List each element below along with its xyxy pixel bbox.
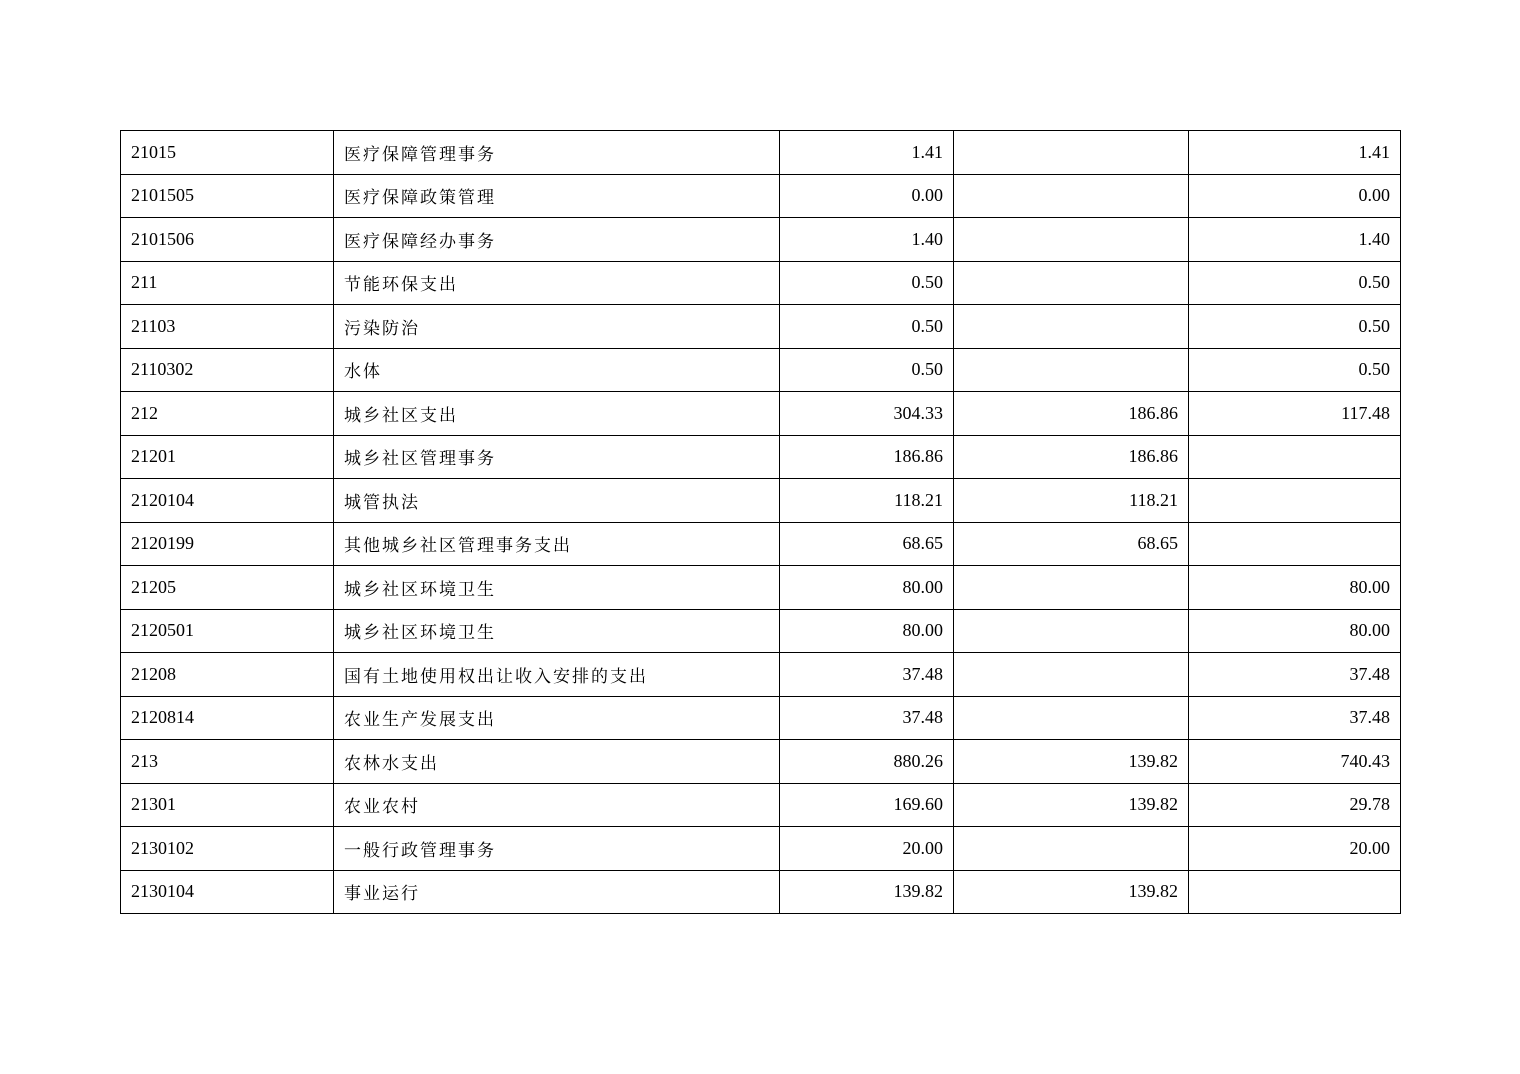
basic-expenditure-cell [954, 131, 1189, 175]
project-expenditure-cell: 117.48 [1189, 392, 1401, 436]
basic-expenditure-cell [954, 261, 1189, 305]
subject-code-cell: 21301 [121, 783, 334, 827]
table-body [121, 131, 1401, 914]
subject-code-cell: 213 [121, 740, 334, 784]
table-row [121, 566, 1401, 610]
table-row [121, 174, 1401, 218]
table-row [121, 783, 1401, 827]
total-amount-cell: 0.50 [780, 305, 954, 349]
project-expenditure-cell: 0.00 [1189, 174, 1401, 218]
subject-code-cell: 2110302 [121, 348, 334, 392]
table-row [121, 827, 1401, 871]
subject-name-cell: 城乡社区环境卫生 [334, 566, 780, 610]
subject-code-cell: 2130104 [121, 870, 334, 914]
project-expenditure-cell: 37.48 [1189, 653, 1401, 697]
project-expenditure-cell: 1.41 [1189, 131, 1401, 175]
subject-code-cell: 2101505 [121, 174, 334, 218]
basic-expenditure-cell [954, 174, 1189, 218]
project-expenditure-cell [1189, 435, 1401, 479]
basic-expenditure-cell [954, 348, 1189, 392]
subject-name-cell: 农业农村 [334, 783, 780, 827]
total-amount-cell: 1.40 [780, 218, 954, 262]
table-row [121, 261, 1401, 305]
project-expenditure-cell: 0.50 [1189, 261, 1401, 305]
total-amount-cell: 80.00 [780, 566, 954, 610]
table-row [121, 218, 1401, 262]
table-row [121, 479, 1401, 523]
basic-expenditure-cell [954, 566, 1189, 610]
basic-expenditure-cell [954, 653, 1189, 697]
subject-name-cell: 一般行政管理事务 [334, 827, 780, 871]
subject-code-cell: 2101506 [121, 218, 334, 262]
subject-code-cell: 21015 [121, 131, 334, 175]
total-amount-cell: 68.65 [780, 522, 954, 566]
basic-expenditure-cell [954, 696, 1189, 740]
subject-name-cell: 城乡社区支出 [334, 392, 780, 436]
subject-name-cell: 城乡社区管理事务 [334, 435, 780, 479]
basic-expenditure-cell [954, 218, 1189, 262]
total-amount-cell: 0.50 [780, 261, 954, 305]
table-row [121, 609, 1401, 653]
subject-code-cell: 2120814 [121, 696, 334, 740]
project-expenditure-cell [1189, 870, 1401, 914]
total-amount-cell: 0.00 [780, 174, 954, 218]
total-amount-cell: 304.33 [780, 392, 954, 436]
project-expenditure-cell: 29.78 [1189, 783, 1401, 827]
total-amount-cell: 1.41 [780, 131, 954, 175]
subject-code-cell: 2120501 [121, 609, 334, 653]
basic-expenditure-cell: 186.86 [954, 435, 1189, 479]
basic-expenditure-cell: 139.82 [954, 783, 1189, 827]
subject-name-cell: 医疗保障经办事务 [334, 218, 780, 262]
subject-code-cell: 21205 [121, 566, 334, 610]
project-expenditure-cell: 37.48 [1189, 696, 1401, 740]
total-amount-cell: 80.00 [780, 609, 954, 653]
subject-name-cell: 污染防治 [334, 305, 780, 349]
total-amount-cell: 880.26 [780, 740, 954, 784]
subject-code-cell: 21103 [121, 305, 334, 349]
subject-name-cell: 医疗保障政策管理 [334, 174, 780, 218]
subject-name-cell: 城管执法 [334, 479, 780, 523]
subject-name-cell: 农业生产发展支出 [334, 696, 780, 740]
project-expenditure-cell: 80.00 [1189, 566, 1401, 610]
total-amount-cell: 169.60 [780, 783, 954, 827]
table-row [121, 435, 1401, 479]
project-expenditure-cell: 740.43 [1189, 740, 1401, 784]
subject-code-cell: 21208 [121, 653, 334, 697]
basic-expenditure-cell: 68.65 [954, 522, 1189, 566]
subject-code-cell: 212 [121, 392, 334, 436]
total-amount-cell: 37.48 [780, 653, 954, 697]
total-amount-cell: 186.86 [780, 435, 954, 479]
subject-name-cell: 国有土地使用权出让收入安排的支出 [334, 653, 780, 697]
basic-expenditure-cell [954, 609, 1189, 653]
subject-name-cell: 其他城乡社区管理事务支出 [334, 522, 780, 566]
total-amount-cell: 0.50 [780, 348, 954, 392]
total-amount-cell: 20.00 [780, 827, 954, 871]
table-row [121, 653, 1401, 697]
project-expenditure-cell: 1.40 [1189, 218, 1401, 262]
table-row [121, 696, 1401, 740]
basic-expenditure-cell: 186.86 [954, 392, 1189, 436]
table-row [121, 870, 1401, 914]
project-expenditure-cell: 0.50 [1189, 348, 1401, 392]
table-row [121, 131, 1401, 175]
subject-name-cell: 医疗保障管理事务 [334, 131, 780, 175]
basic-expenditure-cell: 118.21 [954, 479, 1189, 523]
basic-expenditure-cell [954, 305, 1189, 349]
budget-expenditure-table [120, 130, 1401, 914]
table-row [121, 740, 1401, 784]
subject-code-cell: 21201 [121, 435, 334, 479]
total-amount-cell: 118.21 [780, 479, 954, 523]
project-expenditure-cell [1189, 522, 1401, 566]
subject-code-cell: 2120104 [121, 479, 334, 523]
basic-expenditure-cell: 139.82 [954, 870, 1189, 914]
total-amount-cell: 139.82 [780, 870, 954, 914]
project-expenditure-cell: 80.00 [1189, 609, 1401, 653]
project-expenditure-cell: 20.00 [1189, 827, 1401, 871]
subject-name-cell: 城乡社区环境卫生 [334, 609, 780, 653]
subject-name-cell: 水体 [334, 348, 780, 392]
table-row [121, 348, 1401, 392]
project-expenditure-cell [1189, 479, 1401, 523]
table-row [121, 522, 1401, 566]
subject-name-cell: 事业运行 [334, 870, 780, 914]
subject-code-cell: 211 [121, 261, 334, 305]
subject-code-cell: 2130102 [121, 827, 334, 871]
basic-expenditure-cell [954, 827, 1189, 871]
table-row [121, 392, 1401, 436]
subject-name-cell: 节能环保支出 [334, 261, 780, 305]
subject-name-cell: 农林水支出 [334, 740, 780, 784]
table-row [121, 305, 1401, 349]
project-expenditure-cell: 0.50 [1189, 305, 1401, 349]
basic-expenditure-cell: 139.82 [954, 740, 1189, 784]
total-amount-cell: 37.48 [780, 696, 954, 740]
subject-code-cell: 2120199 [121, 522, 334, 566]
